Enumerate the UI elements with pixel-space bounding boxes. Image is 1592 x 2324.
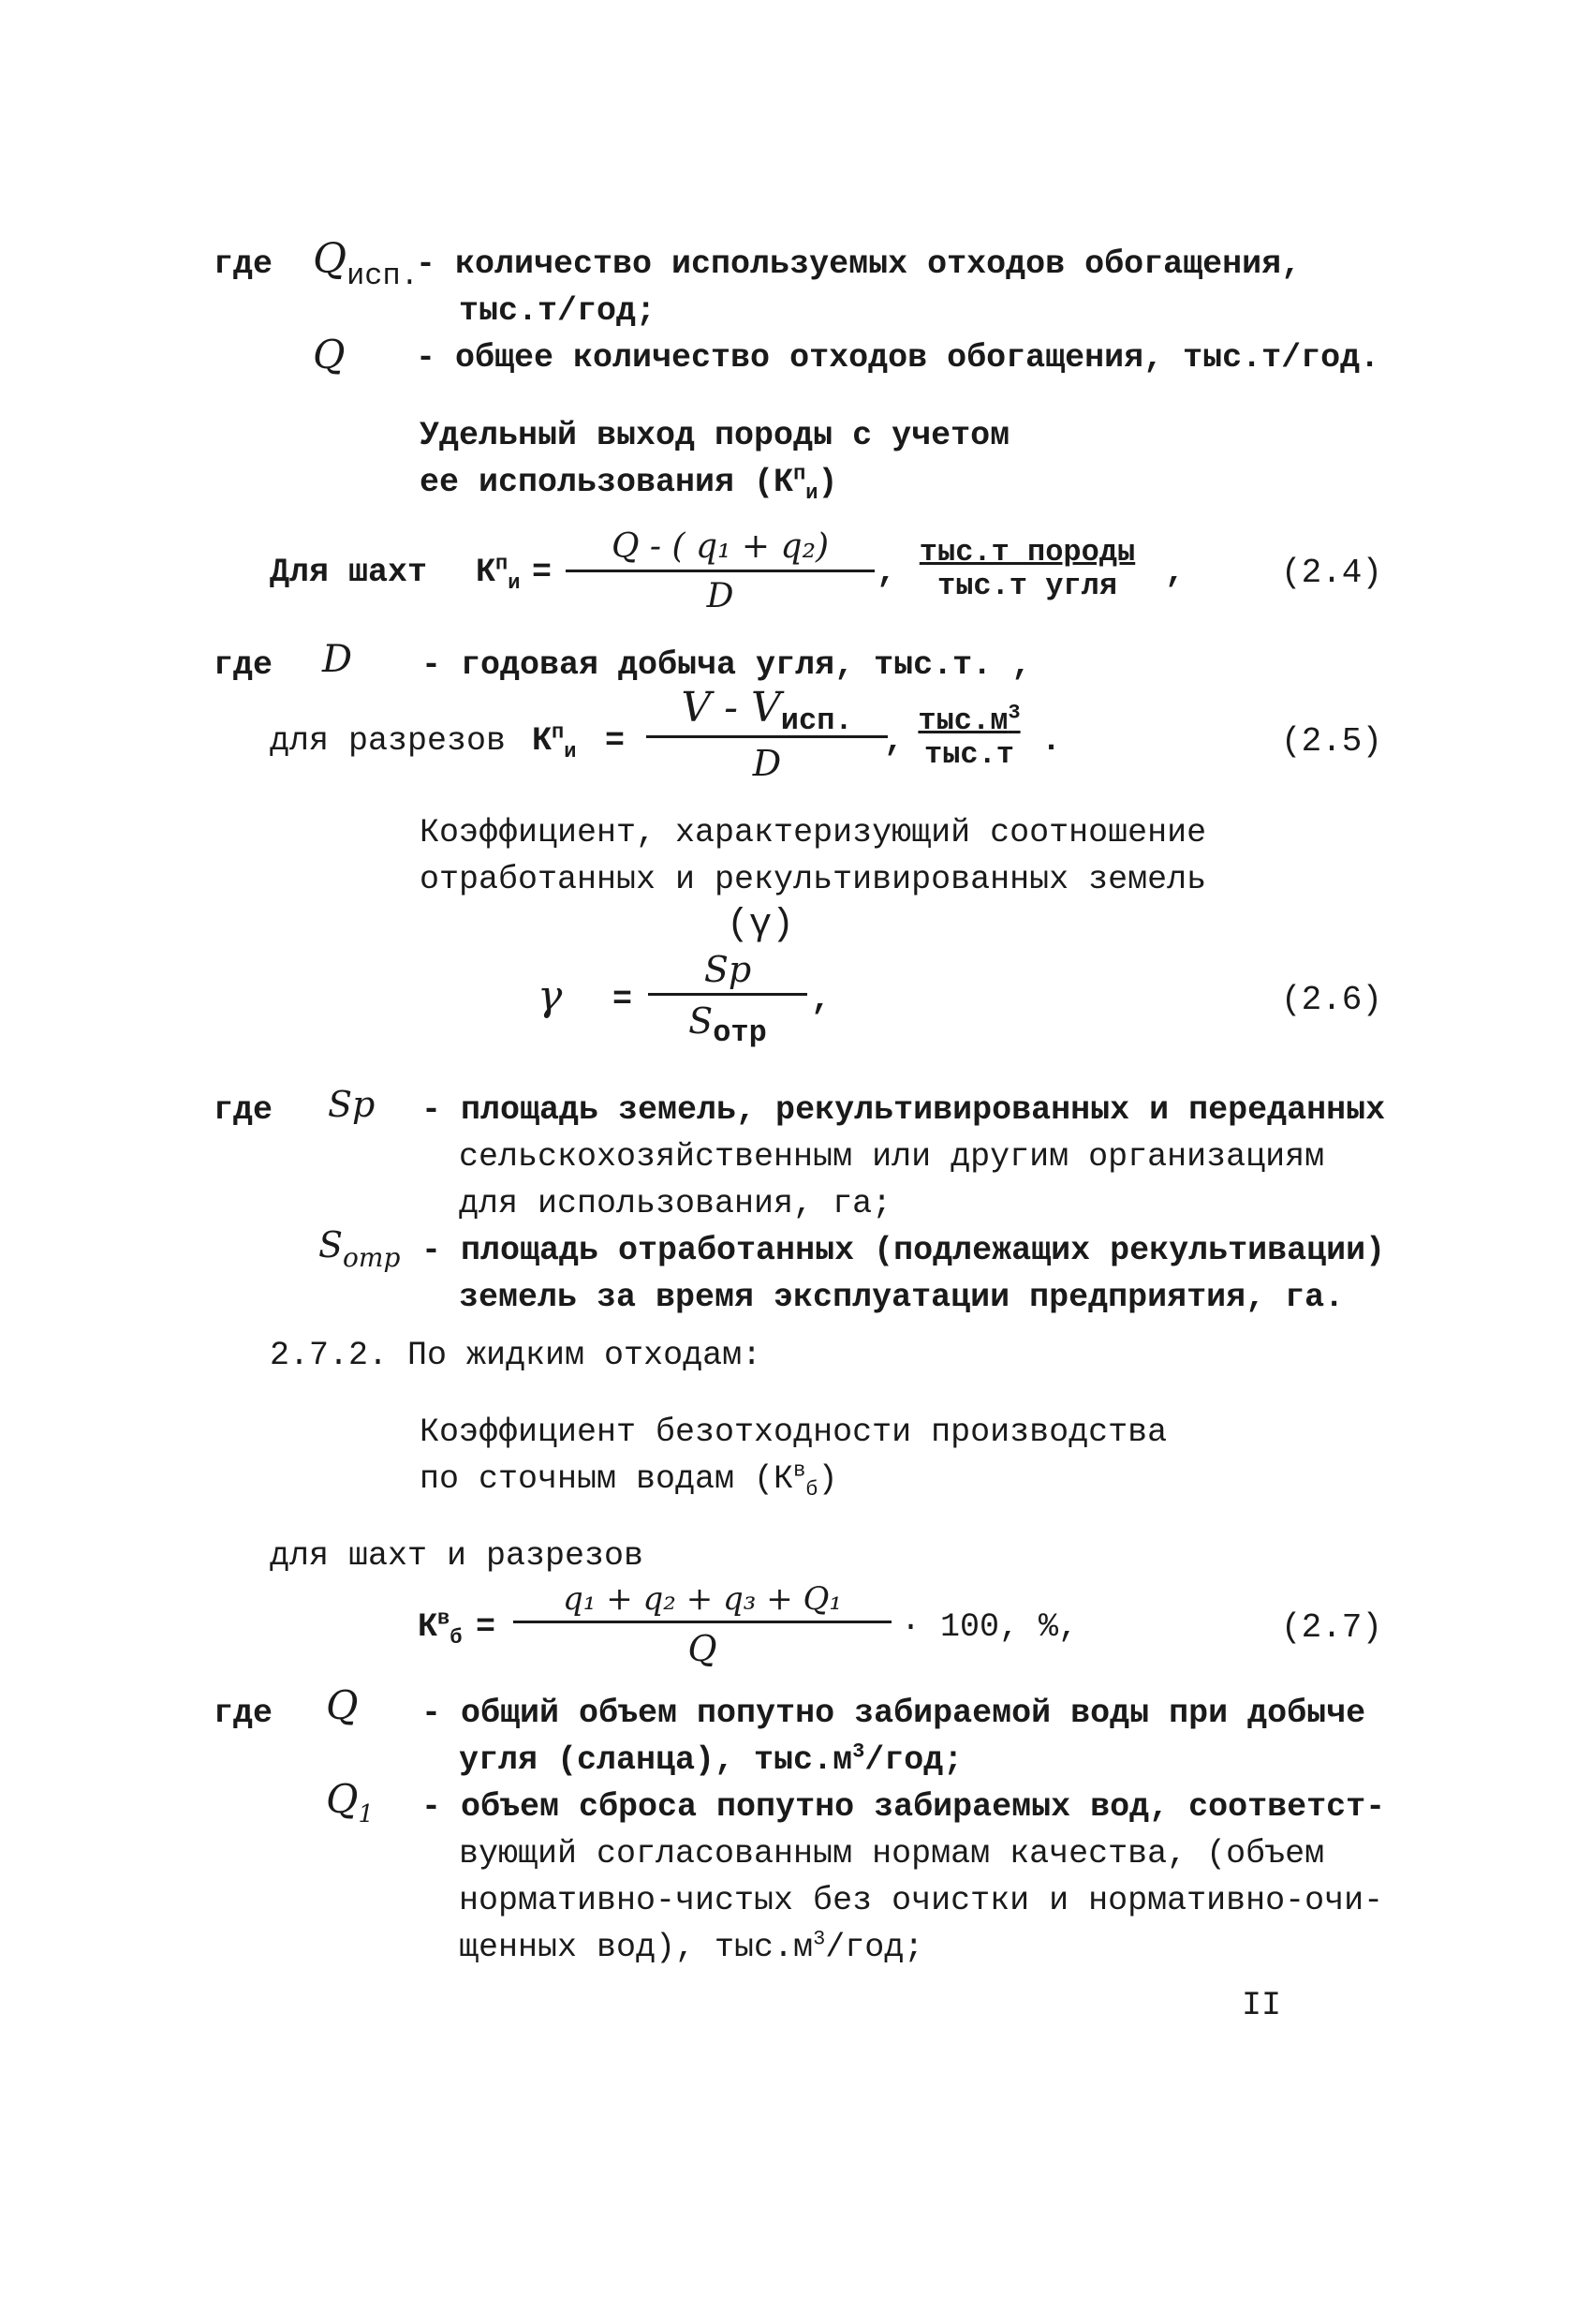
- symbol-q-total: Q: [326, 1682, 359, 1728]
- eq-2-4-numerator: Q - ( q₁ + q₂): [611, 527, 830, 566]
- eq-2-7-prefix: для шахт и разрезов: [270, 1537, 644, 1575]
- eq-2-5-tail: .: [1041, 722, 1062, 760]
- eq-2-5-numerator: V - Vисп.: [681, 684, 853, 738]
- heading-ratio-line2: отработанных и рекультивированных земель: [420, 861, 1207, 898]
- where-label: где: [214, 646, 273, 684]
- symbol-q1: $Q_1$: [326, 1776, 374, 1828]
- def-sotr-line1: - площадь отработанных (подлежащих рекультивации): [421, 1232, 1386, 1269]
- eq-2-5-coefficient: $К^п_и$: [532, 720, 577, 763]
- heading-specific-output-line2: ее использования $(К^п_и)$: [420, 462, 838, 505]
- section-title: 2.7.2. По жидким отходам:: [270, 1337, 762, 1374]
- eq-2-5-comma: ,: [884, 722, 905, 760]
- eq-2-6-number: (2.6): [1281, 981, 1383, 1019]
- eq-2-7-number: (2.7): [1281, 1608, 1383, 1647]
- eq-2-4-fraction: [566, 527, 875, 615]
- eq-2-5-unit-numerator: $тыс.м^3$: [918, 701, 1021, 738]
- eq-2-4-units: [901, 535, 1154, 603]
- def-sotr-line2: земель за время эксплуатации предприятия, га.: [459, 1279, 1345, 1316]
- heading-ratio-symbol: (γ): [727, 904, 795, 946]
- eq-2-5-unit-denominator: тыс.т: [923, 737, 1014, 772]
- where-label: где: [214, 1695, 273, 1732]
- def-q1-line3: нормативно-чистых без очистки и нормативно-очи-: [459, 1882, 1384, 1919]
- symbol-q-isp: $Q_{исп.}$: [313, 235, 419, 293]
- eq-2-4-tail: ,: [1165, 554, 1186, 591]
- eq-2-4-denominator: D: [566, 570, 875, 614]
- eq-2-7-coefficient: $К^в_б$: [418, 1606, 463, 1650]
- symbol-d: D: [322, 638, 353, 681]
- eq-2-7-tail: · 100, %,: [901, 1608, 1079, 1646]
- eq-2-4-comma: ,: [877, 554, 897, 591]
- def-q1-line2: вующий согласованным нормам качества, (объем: [459, 1835, 1325, 1873]
- def-q: - общее количество отходов обогащения, тыс.т/год.: [416, 339, 1380, 377]
- symbol-sp: Sp: [328, 1084, 376, 1125]
- eq-2-5-number: (2.5): [1281, 722, 1383, 761]
- eq-2-5-fraction: [646, 684, 888, 784]
- symbol-sotr: $S_{отр}$: [318, 1224, 401, 1273]
- eq-2-4-coefficient: $К^п_и$: [476, 552, 521, 595]
- eq-2-6-tail: ,: [811, 981, 832, 1018]
- eq-2-5-equals: =: [605, 722, 626, 760]
- eq-2-6-numerator: Sp: [703, 949, 752, 990]
- eq-2-5-prefix: для разрезов: [270, 722, 507, 760]
- eq-2-4-equals: =: [532, 554, 553, 591]
- def-sp-line1: - площадь земель, рекультивированных и переданных: [421, 1091, 1386, 1129]
- eq-2-5-denominator: D: [646, 735, 888, 781]
- def-q-isp-line2: тыс.т/год;: [459, 292, 656, 330]
- eq-2-6-equals: =: [612, 981, 633, 1018]
- eq-2-7-numerator: q₁ + q₂ + q₃ + Q₁: [563, 1580, 842, 1618]
- def-sp-line2: сельскохозяйственным или другим организациям: [459, 1138, 1325, 1176]
- def-q-total-line2: угля (сланца), $тыс.м^3$/год;: [459, 1739, 964, 1779]
- def-sp-line3: для использования, га;: [459, 1185, 892, 1222]
- where-label: где: [214, 245, 273, 283]
- heading-wastewater-line2: по сточным водам $(К^в_б)$: [420, 1458, 838, 1502]
- page-number: II: [1242, 1987, 1282, 2024]
- heading-ratio-line1: Коэффициент, характеризующий соотношение: [420, 814, 1207, 851]
- eq-2-4-unit-numerator: тыс.т породы: [919, 535, 1136, 570]
- symbol-q: Q: [313, 332, 346, 377]
- heading-wastewater-line1: Коэффициент безотходности производства: [420, 1414, 1168, 1451]
- eq-2-6-lhs: γ: [538, 972, 563, 1020]
- def-q1-line1: - объем сброса попутно забираемых вод, соответст-: [421, 1788, 1386, 1826]
- where-label: где: [214, 1091, 273, 1129]
- eq-2-6-denominator: Sотр: [648, 993, 807, 1042]
- eq-2-6-fraction: [648, 949, 807, 1050]
- eq-2-7-denominator: Q: [513, 1621, 892, 1666]
- heading-specific-output-line1: Удельный выход породы с учетом: [420, 417, 1010, 454]
- eq-2-4-prefix: Для шахт: [270, 554, 428, 591]
- def-d: - годовая добыча угля, тыс.т. ,: [421, 646, 1032, 684]
- def-q1-line4: щенных вод), $тыс.м^3$/год;: [459, 1927, 924, 1966]
- eq-2-5-units: [914, 701, 1024, 772]
- def-q-total-line1: - общий объем попутно забираемой воды при добыче: [421, 1695, 1366, 1732]
- def-q-isp-line1: - количество используемых отходов обогащения,: [416, 245, 1302, 283]
- eq-2-4-unit-denominator: тыс.т угля: [936, 569, 1118, 603]
- eq-2-4-number: (2.4): [1281, 554, 1383, 592]
- eq-2-7-fraction: [513, 1580, 892, 1669]
- eq-2-7-equals: =: [476, 1608, 496, 1646]
